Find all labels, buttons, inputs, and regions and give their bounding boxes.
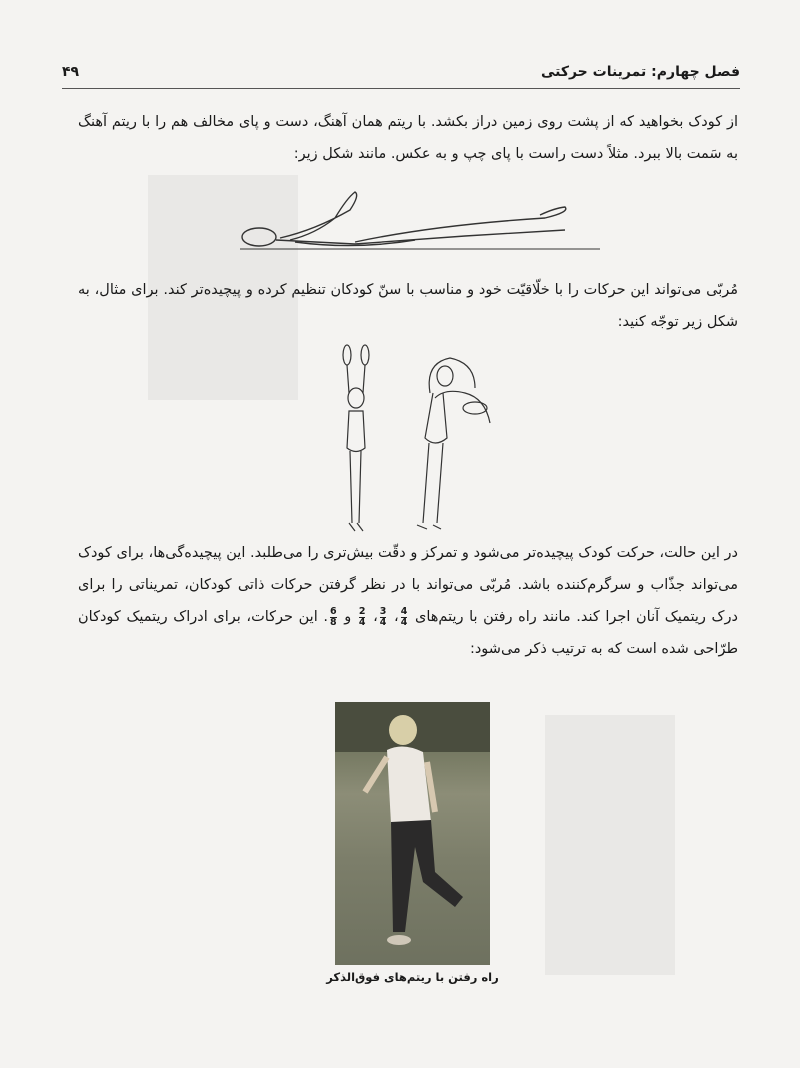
time-signature: $\frac{2}{4}$ — [358, 605, 366, 628]
paragraph-1: از کودک بخواهید که از پشت روی زمین دراز بکشد. با ریتم همان آهنگ، دست و پای مخالف هم را با ریتم آهنگ به سَمت بالا ببرد. مثلاً دست راست با پای چپ و به عکس. مانند شکل زیر: — [78, 114, 738, 162]
paragraph-3-text: در این حالت، حرکت کودک پیچیده‌تر می‌شود و تمرکز و دقّت بیش‌تری را می‌طلبد. این پیچیده‌گی‌ها، برای کودک می‌تواند جذّاب و سرگرم‌کننده باشد. مُربّی می‌تواند با در نظر گرفتن حرکات ذاتی کودکان، تمریناتی را برای درک ریتمیک آنان اجرا کند. مانند راه رفتن با ریتم‌های — [78, 545, 738, 625]
walking-child-photo — [335, 702, 490, 965]
bleed-through-image — [545, 715, 675, 975]
paragraph-3 — [78, 537, 738, 665]
photo-caption: راه رفتن با ریتم‌های فوق‌الذکر — [326, 970, 499, 984]
time-signature: $\frac{3}{4}$ — [379, 605, 387, 628]
lying-child-drawing — [235, 190, 605, 255]
separator: ، — [367, 609, 378, 625]
paragraph-2: مُربّی می‌تواند این حرکات را با خلّاقیّت خود و مناسب با سنّ کودکان تنظیم کرده و پیچیده‌تر کند. برای مثال، به شکل زیر توجّه کنید: — [78, 282, 738, 330]
page-number: ۴۹ — [62, 64, 80, 80]
paragraph-3-text-end: . این حرکات، برای ادراک ریتمیک کودکان طرّاحی شده است که به ترتیب ذکر می‌شود: — [78, 609, 738, 657]
chapter-title: فصل چهارم: تمرینات حرکتی — [540, 64, 740, 80]
time-signature: $\frac{6}{8}$ — [329, 605, 337, 628]
separator: و — [338, 609, 357, 625]
separator: ، — [388, 609, 399, 625]
page-header — [62, 62, 740, 89]
time-signature: $\frac{4}{4}$ — [400, 605, 408, 628]
standing-children-drawing — [325, 343, 500, 538]
